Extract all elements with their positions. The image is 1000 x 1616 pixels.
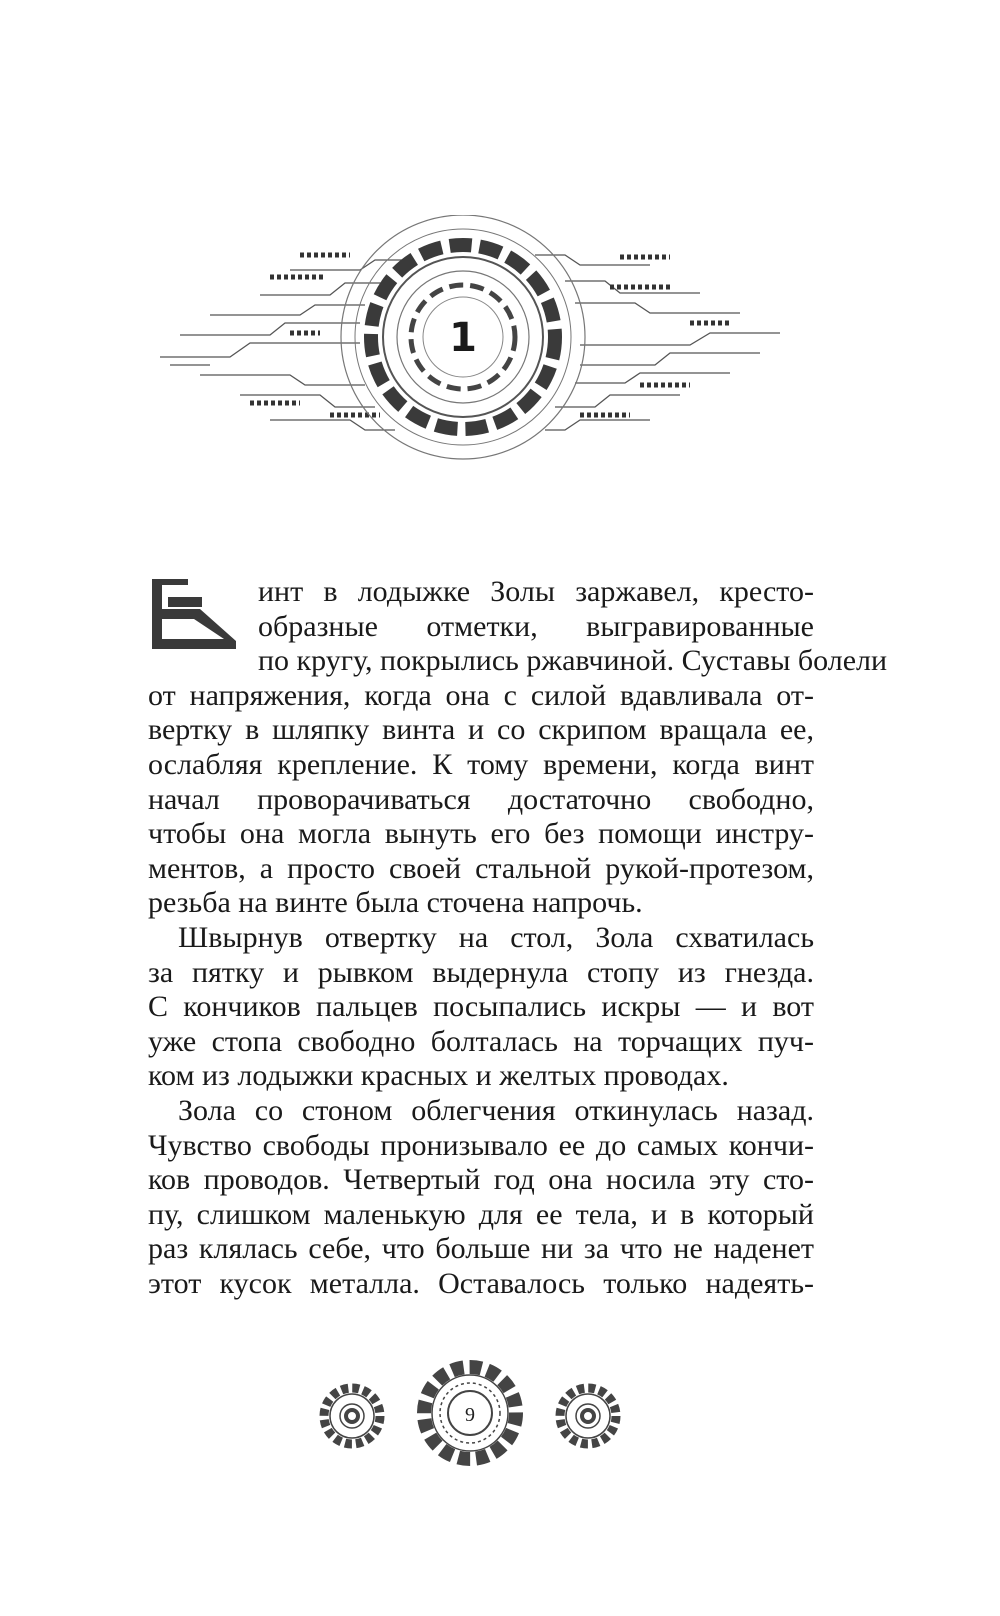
chapter-emblem bbox=[150, 215, 790, 465]
chapter-number: 1 bbox=[449, 315, 477, 361]
text-line: чтобы она могла вынуть его без помощи инстру- bbox=[148, 817, 814, 851]
text-line: ослабляя крепление. К тому времени, когда винт bbox=[148, 747, 814, 781]
text-line: за пятку и рывком выдернула стопу из гнезда. bbox=[148, 955, 814, 989]
paragraph-2 bbox=[148, 921, 814, 1094]
text-line: от напряжения, когда она с силой вдавливала от- bbox=[148, 678, 814, 712]
text-line: пу, слишком маленькую для ее тела, и в который bbox=[148, 1197, 814, 1231]
dropcap-letter bbox=[148, 579, 244, 649]
text-line: С кончиков пальцев посыпались искры — и вот bbox=[148, 990, 814, 1024]
text-line: ков проводов. Четвертый год она носила эту сто- bbox=[148, 1163, 814, 1197]
paragraph-3 bbox=[148, 1094, 814, 1302]
page-number: 9 bbox=[465, 1404, 475, 1426]
text-line: начал проворачиваться достаточно свободно, bbox=[148, 782, 814, 816]
chapter-text bbox=[148, 575, 888, 1301]
text-line: резьба на винте была сточена напрочь. bbox=[148, 886, 643, 920]
text-line: образные отметки, выгравированные bbox=[258, 609, 814, 643]
page-footer bbox=[310, 1358, 630, 1473]
text-line: ком из лодыжки красных и желтых проводах. bbox=[148, 1059, 729, 1093]
paragraph-1 bbox=[148, 575, 888, 921]
text-line: ментов, а просто своей стальной рукой-протезом, bbox=[148, 851, 814, 885]
text-line: этот кусок металла. Оставалось только надеять- bbox=[148, 1266, 814, 1300]
text-line: Зола со стоном облегчения откинулась назад. bbox=[178, 1093, 814, 1127]
text-line: по кругу, покрылись ржавчиной. Суставы болели bbox=[258, 644, 888, 678]
text-line: инт в лодыжке Золы заржавел, кресто- bbox=[258, 575, 814, 608]
text-line: Чувство свободы пронизывало ее до самых кончи- bbox=[148, 1128, 814, 1162]
text-line: вертку в шляпку винта и со скрипом вращала ее, bbox=[148, 713, 814, 747]
text-line: раз клялась себе, что больше ни за что не наденет bbox=[148, 1232, 814, 1266]
text-line: Швырнув отвертку на стол, Зола схватилась bbox=[178, 920, 814, 954]
text-line: уже стопа свободно болталась на торчащих пуч- bbox=[148, 1024, 814, 1058]
